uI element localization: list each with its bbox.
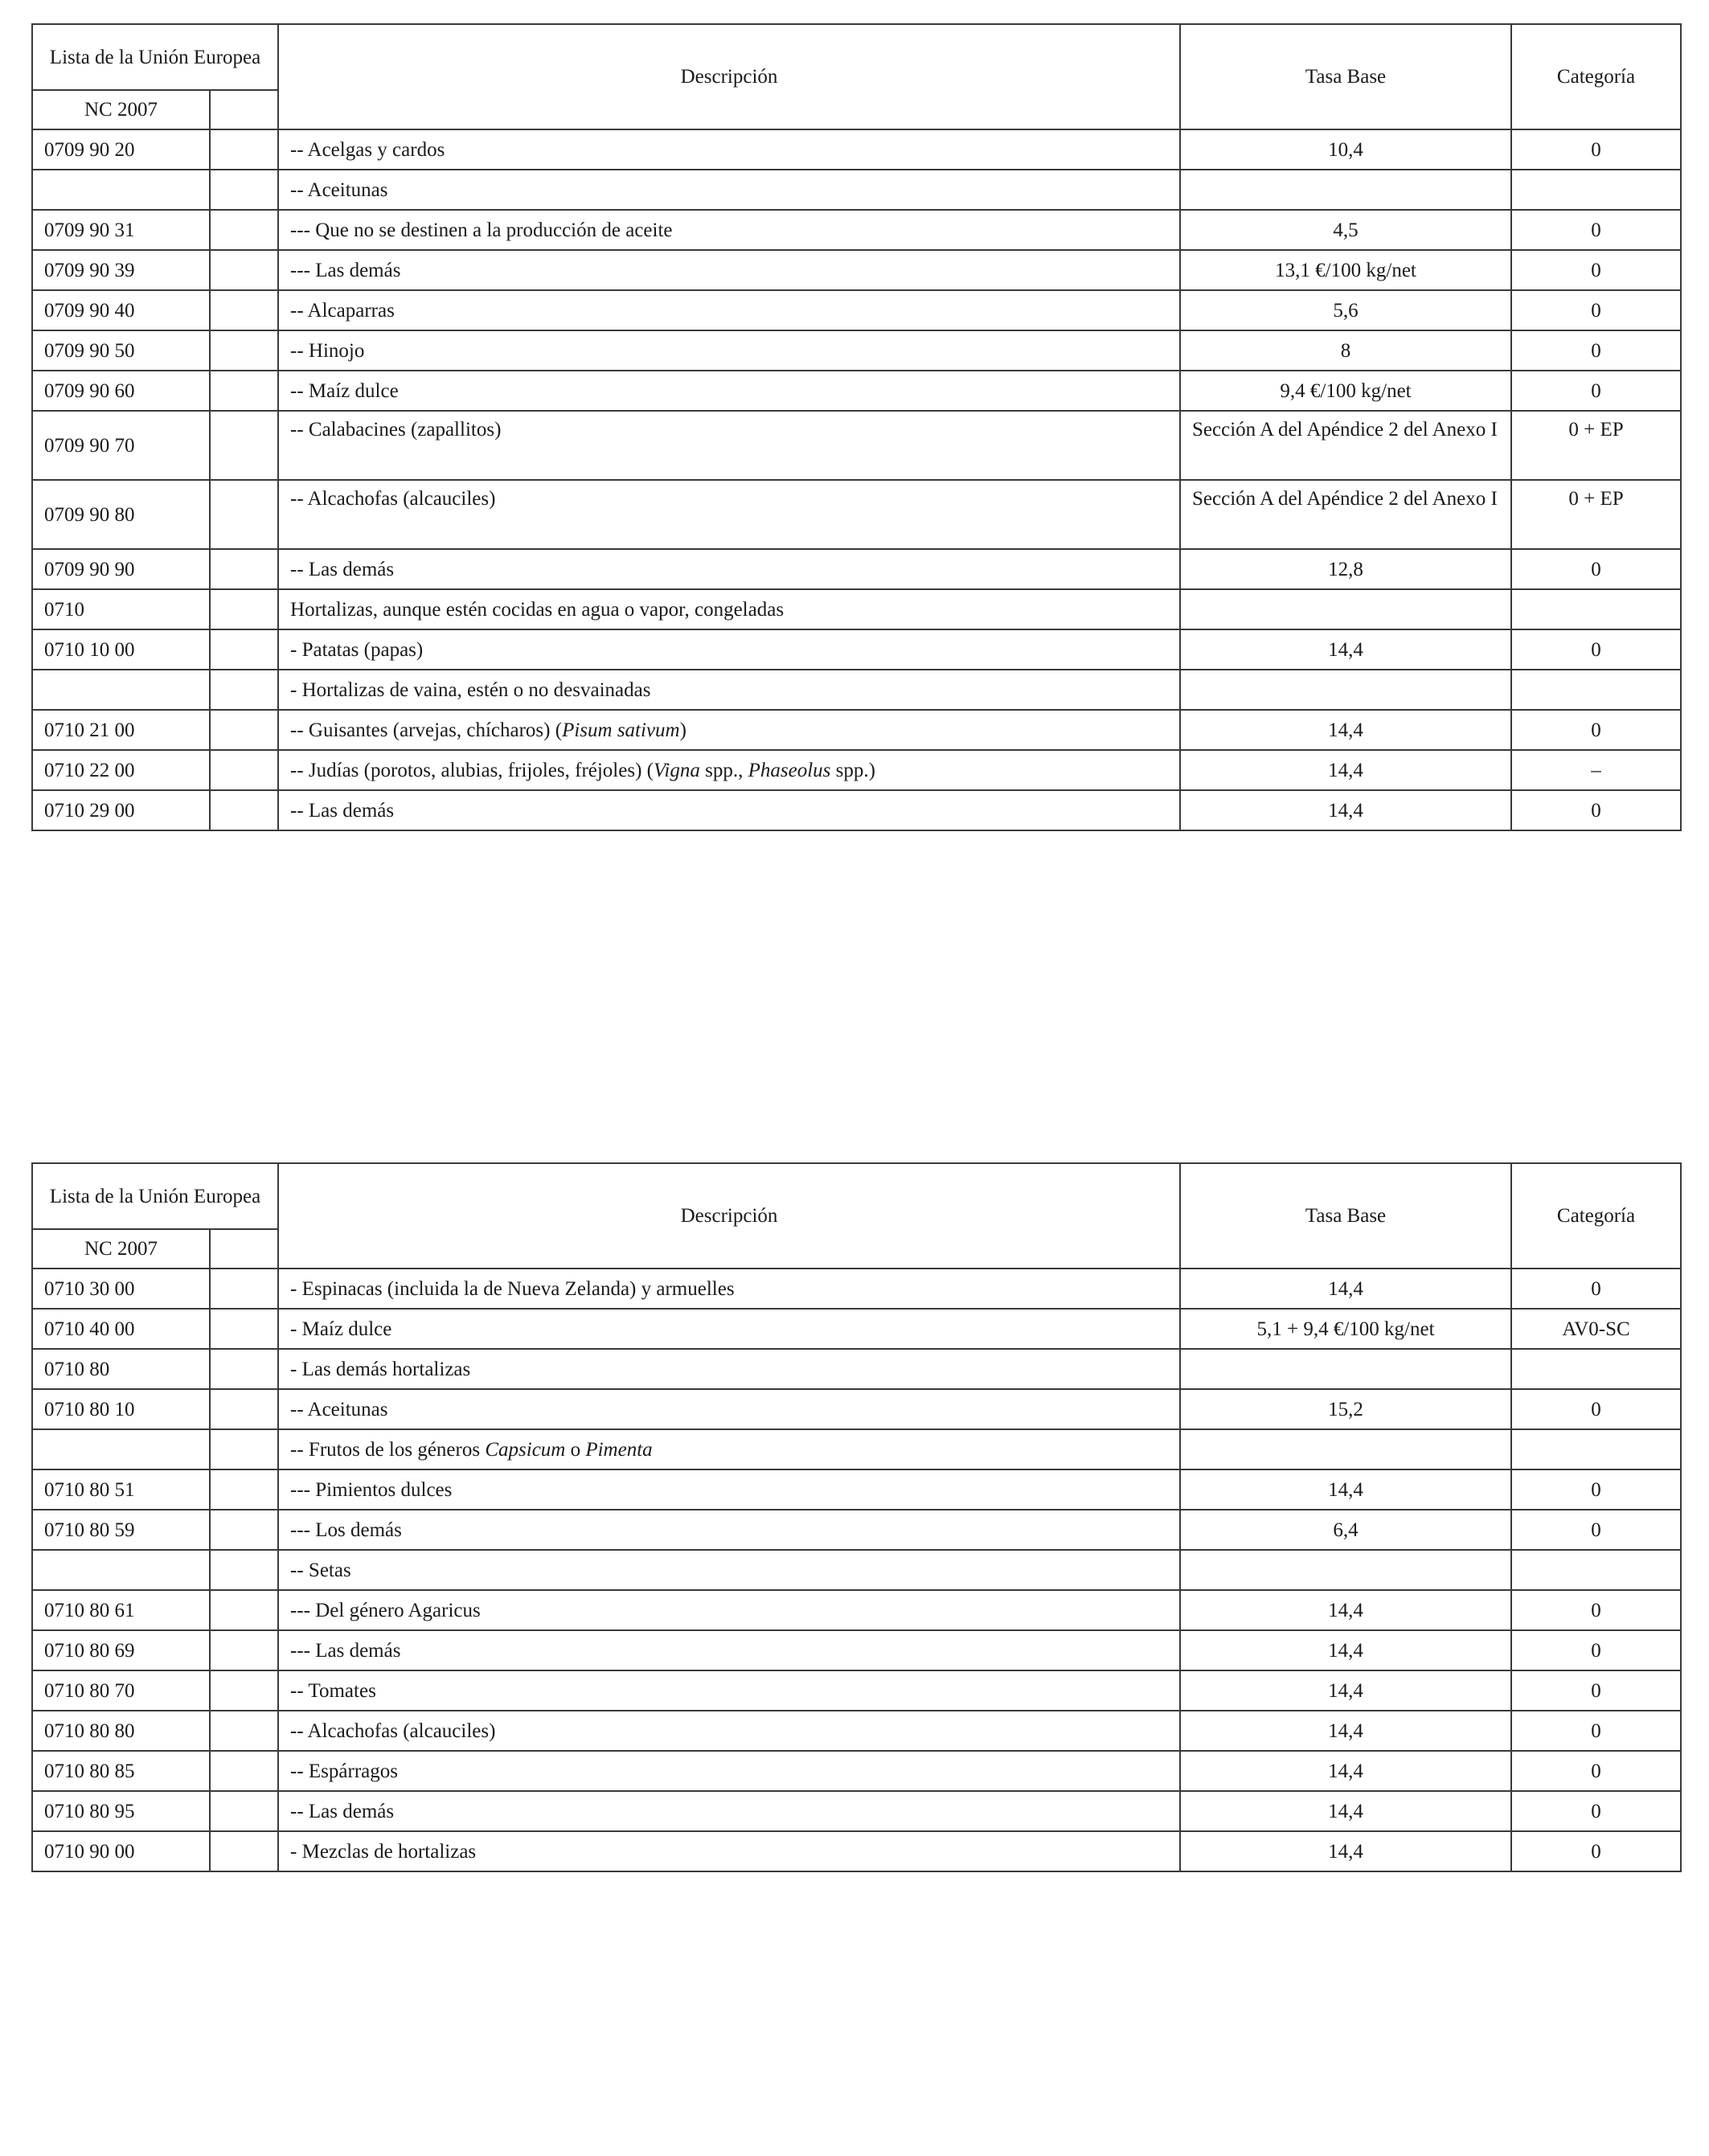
nc-code-cell: 0709 90 40 — [32, 290, 210, 330]
base-rate-cell: 14,4 — [1180, 1269, 1511, 1309]
table-row — [32, 330, 1681, 371]
description-text-segment: - Mezclas de hortalizas — [290, 1840, 477, 1863]
blank-cell — [210, 629, 278, 670]
base-rate-cell: 14,4 — [1180, 1751, 1511, 1791]
table-row — [32, 411, 1681, 480]
base-rate-cell: 14,4 — [1180, 1831, 1511, 1871]
header-description: Descripción — [278, 1163, 1180, 1269]
category-cell: 0 — [1511, 790, 1681, 830]
category-cell — [1511, 589, 1681, 629]
table-row — [32, 1389, 1681, 1429]
nc-code-cell: 0710 80 10 — [32, 1389, 210, 1429]
header-blank-cell — [210, 1229, 278, 1269]
description-text-segment: -- Hinojo — [290, 339, 365, 362]
description-text-segment: -- Las demás — [290, 558, 395, 580]
category-cell: 0 — [1511, 1269, 1681, 1309]
header-blank-cell — [210, 90, 278, 129]
table-row — [32, 1590, 1681, 1630]
nc-code-cell: 0709 90 90 — [32, 549, 210, 589]
description-cell — [278, 210, 1180, 250]
nc-code-cell: 0710 80 51 — [32, 1469, 210, 1510]
category-cell: 0 — [1511, 1389, 1681, 1429]
header-category: Categoría — [1511, 1163, 1681, 1269]
base-rate-cell: 9,4 €/100 kg/net — [1180, 371, 1511, 411]
nc-code-cell — [32, 1550, 210, 1590]
blank-cell — [210, 1831, 278, 1871]
nc-code-cell: 0710 90 00 — [32, 1831, 210, 1871]
table-row — [32, 371, 1681, 411]
blank-cell — [210, 750, 278, 790]
category-cell: – — [1511, 750, 1681, 790]
blank-cell — [210, 670, 278, 710]
blank-cell — [210, 549, 278, 589]
table-row — [32, 170, 1681, 210]
nc-code-cell — [32, 1429, 210, 1469]
description-text-segment: --- Las demás — [290, 259, 401, 281]
description-cell — [278, 710, 1180, 750]
description-italic-segment: Pisum sativum — [562, 719, 680, 741]
table-row — [32, 210, 1681, 250]
blank-cell — [210, 210, 278, 250]
nc-code-cell: 0710 80 70 — [32, 1670, 210, 1711]
table-row — [32, 1711, 1681, 1751]
base-rate-cell — [1180, 670, 1511, 710]
table-row — [32, 1831, 1681, 1871]
blank-cell — [210, 1269, 278, 1309]
base-rate-cell: 14,4 — [1180, 1469, 1511, 1510]
base-rate-cell: 5,1 + 9,4 €/100 kg/net — [1180, 1309, 1511, 1349]
description-italic-segment: Vigna — [653, 759, 700, 781]
header-nc-2007: NC 2007 — [32, 90, 210, 129]
description-cell — [278, 750, 1180, 790]
blank-cell — [210, 330, 278, 371]
description-cell — [278, 790, 1180, 830]
blank-cell — [210, 1670, 278, 1711]
blank-cell — [210, 1711, 278, 1751]
table-header — [32, 24, 1681, 129]
category-cell: 0 + EP — [1511, 480, 1681, 549]
description-text-segment: -- Alcachofas (alcauciles) — [290, 488, 496, 510]
nc-code-cell: 0710 80 69 — [32, 1630, 210, 1670]
table-row — [32, 629, 1681, 670]
category-cell: 0 — [1511, 1510, 1681, 1550]
category-cell — [1511, 1349, 1681, 1389]
nc-code-cell: 0710 29 00 — [32, 790, 210, 830]
header-base-rate: Tasa Base — [1180, 24, 1511, 129]
description-cell — [278, 371, 1180, 411]
nc-code-cell: 0710 80 80 — [32, 1711, 210, 1751]
description-cell — [278, 1831, 1180, 1871]
category-cell: 0 — [1511, 1670, 1681, 1711]
category-cell: 0 — [1511, 629, 1681, 670]
blank-cell — [210, 170, 278, 210]
category-cell — [1511, 170, 1681, 210]
description-text-segment: - Maíz dulce — [290, 1318, 392, 1340]
blank-cell — [210, 1550, 278, 1590]
base-rate-cell — [1180, 170, 1511, 210]
category-cell — [1511, 1429, 1681, 1469]
nc-code-cell: 0710 80 61 — [32, 1590, 210, 1630]
description-text-segment: ) — [679, 719, 686, 741]
table-row — [32, 750, 1681, 790]
blank-cell — [210, 1429, 278, 1469]
nc-code-cell: 0710 80 59 — [32, 1510, 210, 1550]
base-rate-cell: 14,4 — [1180, 790, 1511, 830]
description-text-segment: -- Alcachofas (alcauciles) — [290, 1719, 496, 1742]
blank-cell — [210, 411, 278, 480]
base-rate-cell — [1180, 1349, 1511, 1389]
description-text-segment: -- Judías (porotos, alubias, frijoles, fréjoles) ( — [290, 759, 654, 781]
nc-code-cell: 0709 90 31 — [32, 210, 210, 250]
blank-cell — [210, 790, 278, 830]
blank-cell — [210, 371, 278, 411]
header-union-list: Lista de la Unión Europea — [32, 24, 278, 90]
header-nc-2007: NC 2007 — [32, 1229, 210, 1269]
description-text-segment: --- Del género Agaricus — [290, 1599, 481, 1621]
table-row — [32, 1791, 1681, 1831]
category-cell — [1511, 670, 1681, 710]
description-cell — [278, 1429, 1180, 1469]
nc-code-cell: 0710 10 00 — [32, 629, 210, 670]
description-cell — [278, 1469, 1180, 1510]
nc-code-cell: 0710 80 85 — [32, 1751, 210, 1791]
description-text-segment: -- Las demás — [290, 1800, 395, 1822]
description-cell — [278, 589, 1180, 629]
description-cell — [278, 629, 1180, 670]
description-text-segment: - Espinacas (incluida la de Nueva Zelanda) y armuelles — [290, 1277, 735, 1300]
description-cell — [278, 129, 1180, 170]
nc-code-cell: 0709 90 80 — [32, 480, 210, 549]
description-text-segment: o — [565, 1438, 586, 1461]
description-cell — [278, 170, 1180, 210]
base-rate-cell: 12,8 — [1180, 549, 1511, 589]
base-rate-cell: 14,4 — [1180, 750, 1511, 790]
description-text-segment: -- Acelgas y cardos — [290, 138, 445, 161]
blank-cell — [210, 1791, 278, 1831]
base-rate-cell: 8 — [1180, 330, 1511, 371]
description-text-segment: --- Que no se destinen a la producción de aceite — [290, 219, 673, 241]
tariff-table-2 — [31, 1162, 1682, 1872]
category-cell: 0 — [1511, 1590, 1681, 1630]
nc-code-cell: 0710 22 00 — [32, 750, 210, 790]
table-row — [32, 549, 1681, 589]
description-cell — [278, 1510, 1180, 1550]
table-body — [32, 129, 1681, 830]
category-cell: 0 — [1511, 1469, 1681, 1510]
table-row — [32, 1751, 1681, 1791]
description-cell — [278, 1349, 1180, 1389]
description-text-segment: -- Calabacines (zapallitos) — [290, 419, 502, 441]
description-text-segment: -- Setas — [290, 1559, 351, 1581]
description-text-segment: -- Espárragos — [290, 1760, 398, 1782]
table-row — [32, 710, 1681, 750]
description-cell — [278, 250, 1180, 290]
base-rate-cell: 13,1 €/100 kg/net — [1180, 250, 1511, 290]
nc-code-cell: 0710 40 00 — [32, 1309, 210, 1349]
description-cell — [278, 1309, 1180, 1349]
nc-code-cell — [32, 670, 210, 710]
blank-cell — [210, 1389, 278, 1429]
table-row — [32, 1670, 1681, 1711]
base-rate-cell — [1180, 1429, 1511, 1469]
base-rate-cell: 6,4 — [1180, 1510, 1511, 1550]
blank-cell — [210, 290, 278, 330]
category-cell: 0 — [1511, 549, 1681, 589]
table-row — [32, 250, 1681, 290]
description-italic-segment: Capsicum — [485, 1438, 566, 1461]
base-rate-cell: 4,5 — [1180, 210, 1511, 250]
description-text-segment: --- Los demás — [290, 1519, 402, 1541]
category-cell: 0 — [1511, 290, 1681, 330]
description-text-segment: spp., — [699, 759, 748, 781]
category-cell: 0 — [1511, 1711, 1681, 1751]
description-cell — [278, 670, 1180, 710]
category-cell: 0 — [1511, 1831, 1681, 1871]
base-rate-cell: 5,6 — [1180, 290, 1511, 330]
nc-code-cell: 0709 90 20 — [32, 129, 210, 170]
description-text-segment: -- Tomates — [290, 1679, 376, 1702]
nc-code-cell: 0709 90 60 — [32, 371, 210, 411]
description-cell — [278, 1630, 1180, 1670]
nc-code-cell: 0710 21 00 — [32, 710, 210, 750]
description-text-segment: -- Frutos de los géneros — [290, 1438, 486, 1461]
description-text-segment: - Las demás hortalizas — [290, 1358, 471, 1380]
description-cell — [278, 1269, 1180, 1309]
base-rate-cell: 14,4 — [1180, 710, 1511, 750]
description-text-segment: --- Pimientos dulces — [290, 1478, 453, 1501]
description-text-segment: Hortalizas, aunque estén cocidas en agua o vapor, congeladas — [290, 598, 785, 621]
description-text-segment: -- Aceitunas — [290, 178, 388, 201]
description-text-segment: -- Aceitunas — [290, 1398, 388, 1420]
blank-cell — [210, 1590, 278, 1630]
description-italic-segment: Pimenta — [585, 1438, 653, 1461]
nc-code-cell: 0710 80 — [32, 1349, 210, 1389]
nc-code-cell — [32, 170, 210, 210]
table-row — [32, 589, 1681, 629]
description-cell — [278, 1711, 1180, 1751]
category-cell — [1511, 1550, 1681, 1590]
table-row — [32, 1510, 1681, 1550]
description-text-segment: -- Las demás — [290, 799, 395, 822]
blank-cell — [210, 1309, 278, 1349]
base-rate-cell: 14,4 — [1180, 1590, 1511, 1630]
description-cell — [278, 549, 1180, 589]
category-cell: AV0-SC — [1511, 1309, 1681, 1349]
base-rate-cell: 14,4 — [1180, 1711, 1511, 1751]
nc-code-cell: 0710 80 95 — [32, 1791, 210, 1831]
header-category: Categoría — [1511, 24, 1681, 129]
header-base-rate: Tasa Base — [1180, 1163, 1511, 1269]
base-rate-cell — [1180, 1550, 1511, 1590]
description-cell — [278, 1590, 1180, 1630]
header-union-list: Lista de la Unión Europea — [32, 1163, 278, 1229]
description-text-segment: - Patatas (papas) — [290, 638, 424, 661]
table-row — [32, 670, 1681, 710]
category-cell: 0 + EP — [1511, 411, 1681, 480]
tariff-table-1 — [31, 23, 1682, 831]
base-rate-cell: 10,4 — [1180, 129, 1511, 170]
blank-cell — [210, 710, 278, 750]
table-row — [32, 1349, 1681, 1389]
category-cell: 0 — [1511, 250, 1681, 290]
base-rate-cell: 14,4 — [1180, 1791, 1511, 1831]
header-description: Descripción — [278, 24, 1180, 129]
blank-cell — [210, 1510, 278, 1550]
nc-code-cell: 0709 90 50 — [32, 330, 210, 371]
description-text-segment: --- Las demás — [290, 1639, 401, 1662]
base-rate-cell: 14,4 — [1180, 629, 1511, 670]
blank-cell — [210, 1349, 278, 1389]
nc-code-cell: 0709 90 39 — [32, 250, 210, 290]
description-text-segment: - Hortalizas de vaina, estén o no desvainadas — [290, 678, 651, 701]
category-cell: 0 — [1511, 330, 1681, 371]
table-row — [32, 480, 1681, 549]
table-row — [32, 1429, 1681, 1469]
blank-cell — [210, 589, 278, 629]
nc-code-cell: 0710 — [32, 589, 210, 629]
description-cell — [278, 1751, 1180, 1791]
description-text-segment: -- Maíz dulce — [290, 379, 399, 402]
table-row — [32, 290, 1681, 330]
description-italic-segment: Phaseolus — [748, 759, 831, 781]
description-cell — [278, 411, 1180, 480]
base-rate-cell — [1180, 589, 1511, 629]
table-row — [32, 1550, 1681, 1590]
description-text-segment: -- Alcaparras — [290, 299, 395, 322]
table-row — [32, 129, 1681, 170]
category-cell: 0 — [1511, 210, 1681, 250]
table-body — [32, 1269, 1681, 1871]
table-row — [32, 1630, 1681, 1670]
description-cell — [278, 1791, 1180, 1831]
description-cell — [278, 1670, 1180, 1711]
blank-cell — [210, 480, 278, 549]
base-rate-cell: Sección A del Apéndice 2 del Anexo I — [1180, 480, 1511, 549]
blank-cell — [210, 1751, 278, 1791]
category-cell: 0 — [1511, 1751, 1681, 1791]
nc-code-cell: 0709 90 70 — [32, 411, 210, 480]
blank-cell — [210, 1630, 278, 1670]
description-text-segment: -- Guisantes (arvejas, chícharos) ( — [290, 719, 563, 741]
base-rate-cell: 14,4 — [1180, 1630, 1511, 1670]
category-cell: 0 — [1511, 1791, 1681, 1831]
description-cell — [278, 1389, 1180, 1429]
description-cell — [278, 290, 1180, 330]
description-cell — [278, 1550, 1180, 1590]
category-cell: 0 — [1511, 371, 1681, 411]
base-rate-cell: 15,2 — [1180, 1389, 1511, 1429]
description-cell — [278, 480, 1180, 549]
table-row — [32, 1269, 1681, 1309]
table-header — [32, 1163, 1681, 1269]
blank-cell — [210, 129, 278, 170]
blank-cell — [210, 250, 278, 290]
base-rate-cell: 14,4 — [1180, 1670, 1511, 1711]
table-row — [32, 1309, 1681, 1349]
table-row — [32, 790, 1681, 830]
category-cell: 0 — [1511, 710, 1681, 750]
description-cell — [278, 330, 1180, 371]
base-rate-cell: Sección A del Apéndice 2 del Anexo I — [1180, 411, 1511, 480]
description-text-segment: spp.) — [830, 759, 875, 781]
table-row — [32, 1469, 1681, 1510]
category-cell: 0 — [1511, 129, 1681, 170]
category-cell: 0 — [1511, 1630, 1681, 1670]
nc-code-cell: 0710 30 00 — [32, 1269, 210, 1309]
blank-cell — [210, 1469, 278, 1510]
